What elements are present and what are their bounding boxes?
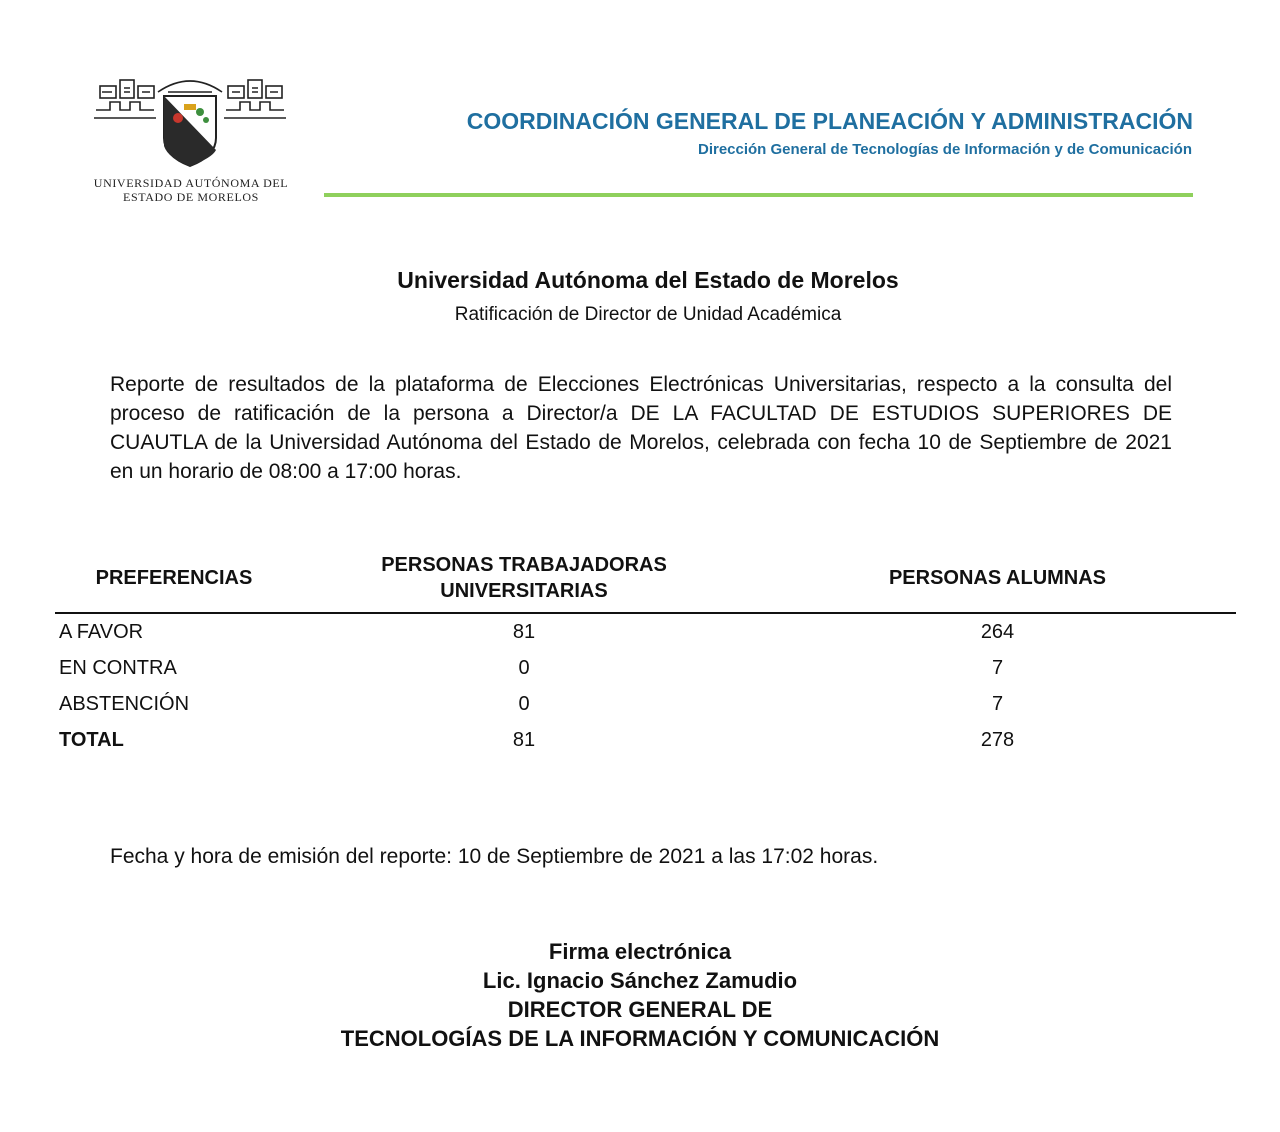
row-label: TOTAL (59, 728, 124, 751)
signature-block (0, 937, 1280, 1053)
signature-department: TECNOLOGÍAS DE LA INFORMACIÓN Y COMUNICACIÓN (340, 1026, 940, 1051)
signature-role: DIRECTOR GENERAL DE (507, 997, 773, 1022)
header-title: COORDINACIÓN GENERAL DE PLANEACIÓN Y ADMINISTRACIÓN (466, 108, 1193, 134)
logo-text-line1: UNIVERSIDAD AUTÓNOMA DEL (93, 176, 289, 190)
header-trabajadoras-line2: UNIVERSITARIAS (440, 580, 608, 602)
header-alumnas: PERSONAS ALUMNAS (888, 567, 1107, 589)
row-workers-value: 0 (518, 656, 530, 679)
row-workers-value: 0 (518, 692, 530, 715)
document-subtitle: Ratificación de Director de Unidad Académica (454, 304, 842, 325)
table-row (55, 613, 1236, 650)
row-students-value: 264 (980, 620, 1015, 643)
header-trabajadoras (289, 550, 759, 613)
header-divider (324, 193, 1193, 197)
row-label: EN CONTRA (59, 656, 177, 679)
row-students-value: 278 (980, 728, 1015, 751)
university-seal-icon (88, 70, 294, 172)
signature-line1: Firma electrónica (548, 939, 732, 964)
results-table (55, 550, 1236, 758)
logo-text-line2: ESTADO DE MORELOS (123, 190, 259, 204)
table-row (55, 650, 1236, 686)
header-trabajadoras-line1: PERSONAS TRABAJADORAS (381, 554, 667, 576)
row-label: A FAVOR (59, 620, 144, 643)
header-subtitle: Dirección General de Tecnologías de Información y de Comunicación (697, 141, 1192, 158)
row-label: ABSTENCIÓN (59, 692, 190, 715)
row-students-value: 7 (991, 692, 1004, 715)
row-students-value: 7 (991, 656, 1004, 679)
row-workers-value: 81 (512, 728, 536, 751)
header-preferencias: PREFERENCIAS (95, 567, 253, 589)
university-logo (88, 70, 294, 205)
table-row (55, 686, 1236, 722)
report-paragraph: Reporte de resultados de la plataforma de Elecciones Electrónicas Universitarias, respecto a la consulta del proceso de ratificación de la persona a Director/a DE LA FACULTAD DE ESTUDIOS SUPERIORES DE CUAUTLA de la Universidad Autónoma del Estado de Morelos, celebrada con fecha 10 de Septiembre de 2021 en un horario de 08:00 a 17:00 horas. (110, 373, 1172, 483)
table-row-total (55, 722, 1236, 758)
table-header-row (55, 550, 1236, 613)
row-workers-value: 81 (512, 620, 536, 643)
signature-name: Lic. Ignacio Sánchez Zamudio (482, 968, 798, 993)
document-title: Universidad Autónoma del Estado de Morelos (397, 267, 899, 293)
emission-date-text: Fecha y hora de emisión del reporte: 10 de Septiembre de 2021 a las 17:02 horas. (110, 845, 879, 868)
